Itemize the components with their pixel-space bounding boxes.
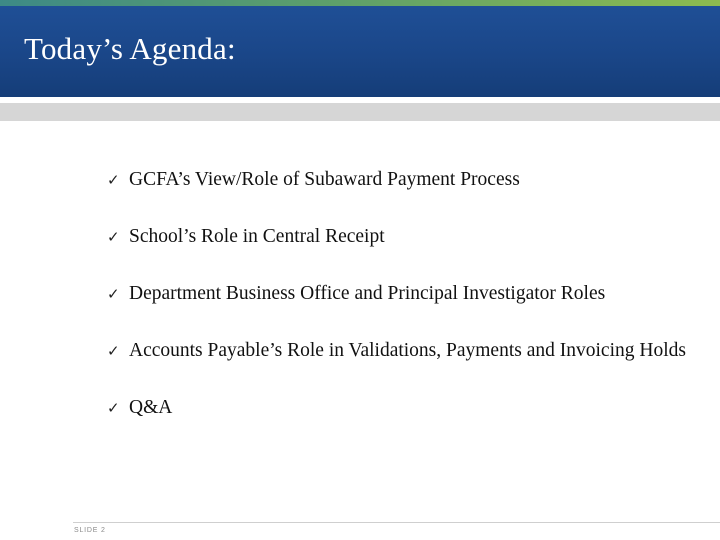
slide-number: SLIDE 2 <box>74 527 106 534</box>
agenda-item <box>107 339 707 363</box>
slide-title: Today’s Agenda: <box>24 31 236 66</box>
agenda-item-text: School’s Role in Central Receipt <box>129 226 385 247</box>
agenda-item <box>107 168 707 192</box>
checkmark-icon: ✓ <box>107 342 120 360</box>
agenda-item <box>107 225 707 249</box>
checkmark-icon: ✓ <box>107 285 120 303</box>
agenda-item-text: GCFA’s View/Role of Subaward Payment Process <box>129 169 520 190</box>
agenda-list <box>107 168 707 420</box>
agenda-item-text: Accounts Payable’s Role in Validations, Payments and Invoicing Holds <box>129 340 686 361</box>
agenda-item <box>107 396 707 420</box>
checkmark-icon: ✓ <box>107 171 120 189</box>
agenda-item-text: Department Business Office and Principal Investigator Roles <box>129 283 606 304</box>
checkmark-icon: ✓ <box>107 228 120 246</box>
title-bar <box>0 6 720 97</box>
agenda-item <box>107 282 707 306</box>
footer-divider <box>73 522 720 523</box>
agenda-item-text: Q&A <box>129 397 173 418</box>
checkmark-icon: ✓ <box>107 399 120 417</box>
divider-band <box>0 103 720 121</box>
